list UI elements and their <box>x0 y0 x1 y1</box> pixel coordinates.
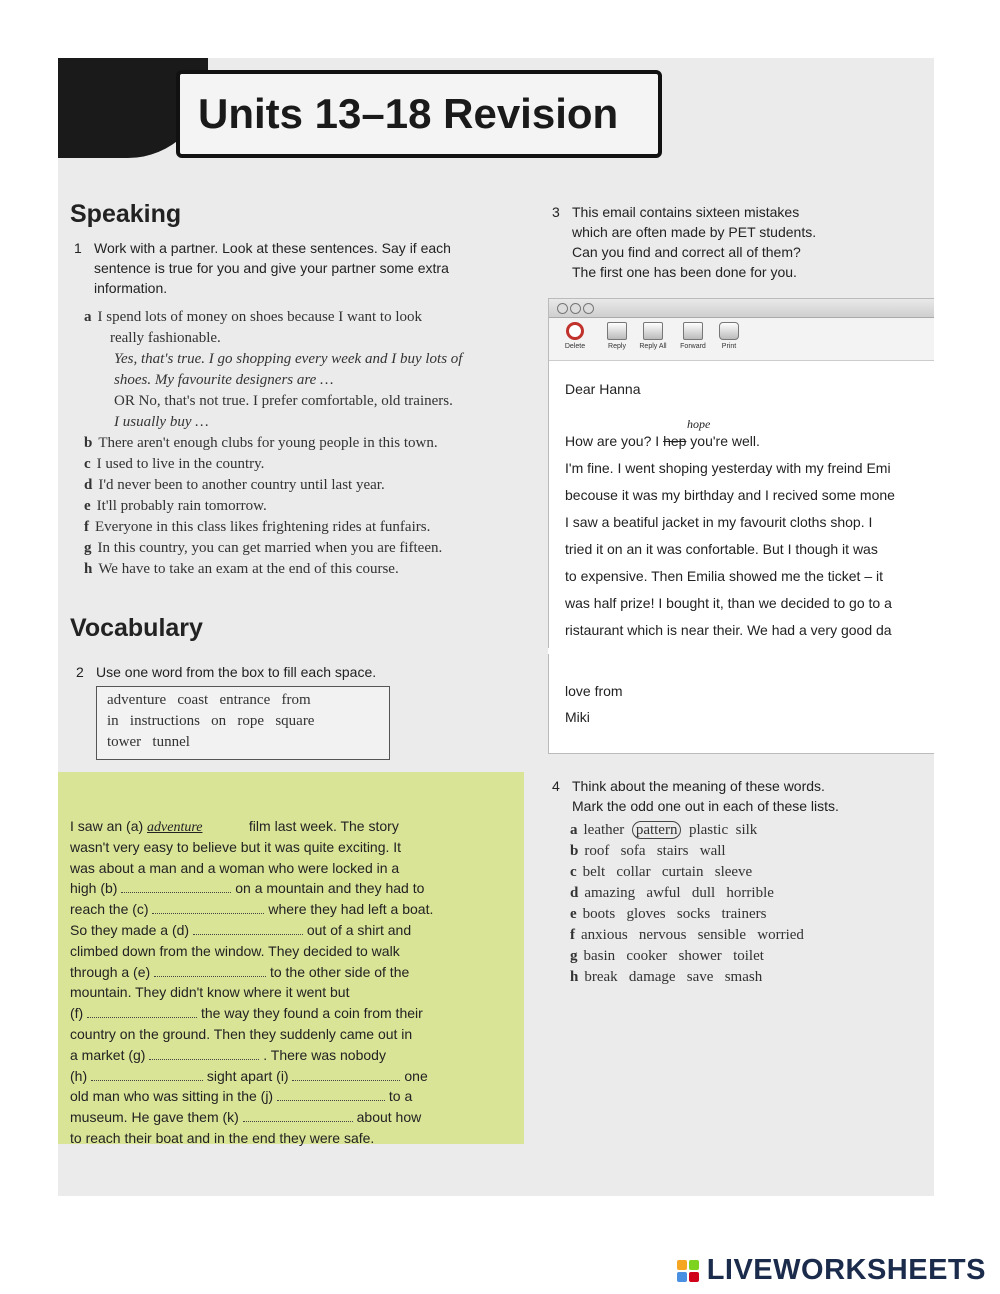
blank-f[interactable] <box>87 1003 197 1018</box>
reply-icon <box>607 322 627 340</box>
odd-list-c: c belt collar curtain sleeve <box>570 864 753 880</box>
email-toolbar <box>549 318 934 361</box>
example-line: Yes, that's true. I go shopping every week and I buy lots of <box>114 351 463 367</box>
forward-button[interactable]: Forward <box>673 322 713 350</box>
worksheet-page <box>58 58 934 1196</box>
blank-e[interactable] <box>154 962 266 977</box>
circled-answer: pattern <box>632 821 682 839</box>
delete-button[interactable]: Delete <box>555 322 595 350</box>
email-signature: Miki <box>565 709 590 725</box>
speaking-instruction: 1 Work with a partner. Look at these sentences. Say if each sentence is true for you and give your partner some extra information. <box>74 240 451 296</box>
page-title: Units 13–18 Revision <box>198 90 619 137</box>
email-greeting: Dear Hanna <box>565 381 641 397</box>
page-tear <box>548 648 934 654</box>
liveworksheets-logo[interactable]: LIVEWORKSHEETS <box>707 1254 986 1287</box>
title-box <box>176 70 662 158</box>
vocabulary-instruction: 2 Use one word from the box to fill each space. <box>76 664 377 680</box>
reply-all-icon <box>643 322 663 340</box>
minimize-dot-icon[interactable] <box>570 303 581 314</box>
speaking-item-a-cont: really fashionable. <box>110 330 221 346</box>
close-dot-icon[interactable] <box>557 303 568 314</box>
reply-all-button[interactable]: Reply All <box>633 322 673 350</box>
forward-icon <box>683 322 703 340</box>
blank-c[interactable] <box>152 899 264 914</box>
delete-icon <box>566 322 584 340</box>
blank-k[interactable] <box>243 1107 353 1122</box>
logo-icon <box>677 1260 701 1284</box>
odd-list-f: f anxious nervous sensible worried <box>570 927 804 943</box>
speaking-heading: Speaking <box>70 200 182 228</box>
email-line: was half prize! I bought it, than we decided to go to a <box>565 595 892 611</box>
speaking-item-f: f Everyone in this class likes frightening rides at funfairs. <box>84 519 431 535</box>
print-icon <box>719 322 739 340</box>
exercise4-instruction: 4 Think about the meaning of these words. Mark the odd one out in each of these lists. <box>552 778 839 814</box>
blank-d[interactable] <box>193 920 303 935</box>
email-closing: love from <box>565 683 623 699</box>
odd-list-b: b roof sofa stairs wall <box>570 843 726 859</box>
word-box-line: in instructions on rope square <box>107 713 315 729</box>
email-window <box>548 298 934 754</box>
example-line: I usually buy … <box>114 414 209 430</box>
email-line: I'm fine. I went shoping yesterday with my freind Emi <box>565 460 891 476</box>
story-panel <box>58 772 524 1144</box>
correction-note: hope <box>687 417 711 431</box>
word-box-line: adventure coast entrance from <box>107 692 311 708</box>
speaking-item-a: a I spend lots of money on shoes because I want to look <box>84 309 423 325</box>
odd-list-g: g basin cooker shower toilet <box>570 948 764 964</box>
email-titlebar <box>549 299 934 318</box>
vocabulary-heading: Vocabulary <box>70 614 203 642</box>
word-box <box>96 686 390 760</box>
answer-a: adventure <box>147 820 203 835</box>
email-line: tried it on an it was confortable. But I though it was <box>565 541 878 557</box>
speaking-item-c: c I used to live in the country. <box>84 456 265 472</box>
exercise3-instruction: 3 This email contains sixteen mistakes which are often made by PET students. Can you find and correct all of them? The first one has been done for you. <box>552 204 817 280</box>
zoom-dot-icon[interactable] <box>583 303 594 314</box>
email-line: I saw a beatiful jacket in my favourit cloths shop. I <box>565 514 873 530</box>
reply-button[interactable]: Reply <box>597 322 637 350</box>
speaking-item-d: d I'd never been to another country until last year. <box>84 477 385 493</box>
odd-list-h: h break damage save smash <box>570 969 763 985</box>
blank-h[interactable] <box>91 1066 203 1081</box>
odd-list-e: e boots gloves socks trainers <box>570 906 767 922</box>
print-button[interactable]: Print <box>709 322 749 350</box>
blank-i[interactable] <box>292 1066 400 1081</box>
speaking-item-h: h We have to take an exam at the end of this course. <box>84 561 399 577</box>
blank-b[interactable] <box>121 878 231 893</box>
odd-list-d: d amazing awful dull horrible <box>570 885 774 901</box>
speaking-item-g: g In this country, you can get married when you are fifteen. <box>84 540 443 556</box>
example-line: shoes. My favourite designers are … <box>114 372 334 388</box>
speaking-item-e: e It'll probably rain tomorrow. <box>84 498 267 514</box>
speaking-item-b: b There aren't enough clubs for young people in this town. <box>84 435 438 451</box>
story-text: I saw an (a) adventure film last week. The story wasn't very easy to believe but it was quite exciting. It was about a man and a woman who were locked in a high (b) on a mountain and they had to reach the (c) where they had left a boat. So they made a (d) out of a shirt and climbed down from the window. They decided to walk through a (e) to the other side of the mountain. They didn't know where it went but (f) the way they found a coin from their country on the ground. Then they suddenly came out in a market (g) . There was nobody (h) sight apart (i) one old man who was sitting in the (j) to a museum. He gave them (k) about how to reach their boat and in the end they were safe. <box>70 818 434 1146</box>
email-line: becouse it was my birthday and I recived some mone <box>565 487 895 503</box>
blank-g[interactable] <box>149 1045 259 1060</box>
email-line: How are you? I hep you're well. <box>565 433 760 449</box>
odd-list-a: a leather pattern plastic silk <box>570 822 758 838</box>
example-line: OR No, that's not true. I prefer comfortable, old trainers. <box>114 393 453 409</box>
email-line: ristaurant which is near their. We had a very good da <box>565 622 892 638</box>
blank-j[interactable] <box>277 1086 385 1101</box>
email-line: to expensive. Then Emilia showed me the ticket – it <box>565 568 884 584</box>
word-box-line: tower tunnel <box>107 734 190 750</box>
